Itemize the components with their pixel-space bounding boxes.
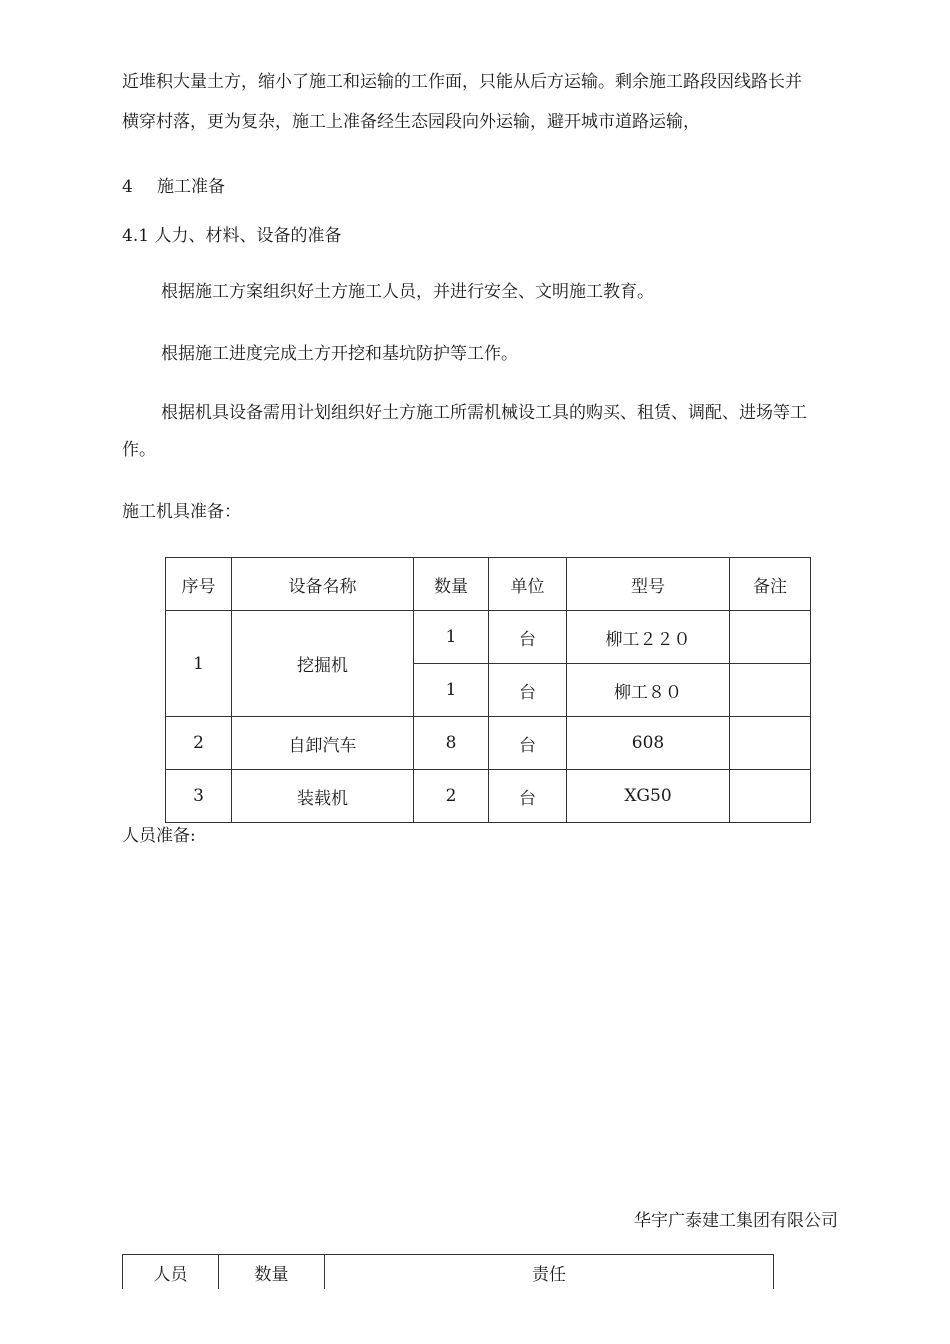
note <box>730 664 811 717</box>
header-cell: 型号 <box>567 558 730 611</box>
personnel-table <box>122 1254 774 1289</box>
paragraph: 根据施工方案组织好土方施工人员，并进行安全、文明施工教育。 <box>161 282 654 302</box>
unit: 台 <box>489 664 567 717</box>
row-number: 3 <box>166 770 232 823</box>
table-row <box>166 770 811 823</box>
quantity: 2 <box>414 770 489 823</box>
header-cell: 备注 <box>730 558 811 611</box>
unit: 台 <box>489 717 567 770</box>
note <box>730 717 811 770</box>
header-cell: 人员 <box>123 1255 219 1290</box>
model: 柳工８０ <box>567 664 730 717</box>
model: 608 <box>567 717 730 770</box>
row-number: 1 <box>166 611 232 717</box>
header-cell: 设备名称 <box>232 558 414 611</box>
unit: 台 <box>489 770 567 823</box>
model: 柳工２２０ <box>567 611 730 664</box>
row-number: 2 <box>166 717 232 770</box>
header-cell: 序号 <box>166 558 232 611</box>
header-cell: 责任 <box>325 1255 774 1290</box>
header-cell: 数量 <box>414 558 489 611</box>
table-row <box>166 611 811 664</box>
equipment-table <box>165 557 811 823</box>
equipment-name: 自卸汽车 <box>232 717 414 770</box>
paragraph-line: 近堆积大量土方，缩小了施工和运输的工作面，只能从后方运输。剩余施工路段因线路长并 <box>122 72 802 92</box>
quantity: 1 <box>414 664 489 717</box>
paragraph-line: 横穿村落，更为复杂，施工上准备经生态园段向外运输，避开城市道路运输， <box>122 112 700 132</box>
personnel-heading: 人员准备: <box>122 826 196 846</box>
equipment-name: 挖掘机 <box>232 611 414 717</box>
quantity: 1 <box>414 611 489 664</box>
table-header-row <box>166 558 811 611</box>
subsection-title: 4.1 人力、材料、设备的准备 <box>122 226 342 246</box>
note <box>730 611 811 664</box>
equipment-name: 装载机 <box>232 770 414 823</box>
paragraph: 根据机具设备需用计划组织好土方施工所需机械设工具的购买、租赁、调配、进场等工 <box>161 403 807 423</box>
section-number: 4 <box>122 177 133 197</box>
header-cell: 数量 <box>219 1255 325 1290</box>
note <box>730 770 811 823</box>
equipment-heading: 施工机具准备： <box>122 502 241 522</box>
unit: 台 <box>489 611 567 664</box>
paragraph: 作。 <box>122 440 156 460</box>
header-cell: 单位 <box>489 558 567 611</box>
quantity: 8 <box>414 717 489 770</box>
company-name: 华宇广泰建工集团有限公司 <box>634 1211 838 1231</box>
paragraph: 根据施工进度完成土方开挖和基坑防护等工作。 <box>161 344 518 364</box>
table-header-row <box>123 1255 774 1290</box>
section-title: 施工准备 <box>157 177 225 197</box>
table-row <box>166 717 811 770</box>
model: XG50 <box>567 770 730 823</box>
